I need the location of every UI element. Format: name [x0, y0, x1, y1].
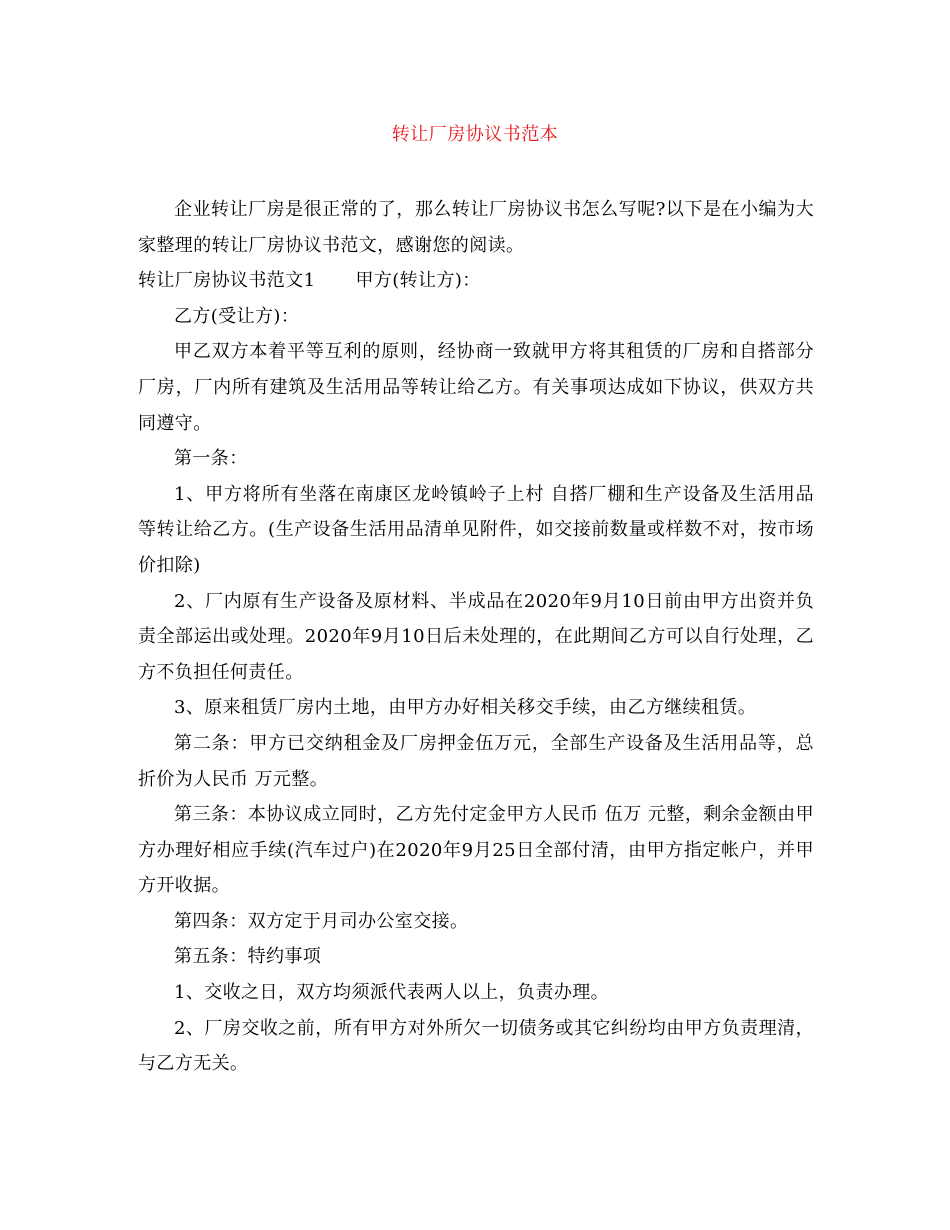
article-5-item-1: 1、交收之日，双方均须派代表两人以上，负责办理。	[174, 982, 610, 1004]
intro-paragraph: 企业转让厂房是很正常的了，那么转让厂房协议书怎么写呢?以下是在小编为大家整理的转让厂房协议书范文，感谢您的阅读。	[138, 199, 814, 256]
preamble-paragraph: 甲乙双方本着平等互利的原则，经协商一致就甲方将其租赁的厂房和自搭部分厂房，厂内所有建筑及生活用品等转让给乙方。有关事项达成如下协议，供双方共同遵守。	[138, 341, 814, 434]
article-1-item-3: 3、原来租赁厂房内土地，由甲方办好相关移交手续，由乙方继续租赁。	[174, 697, 757, 719]
sample-heading-line	[138, 263, 814, 299]
article-1-item-2: 2、厂内原有生产设备及原材料、半成品在2020年9月10日前由甲方出资并负责全部运出或处理。2020年9月10日后未处理的，在此期间乙方可以自行处理，乙方不负担任何责任。	[138, 590, 814, 683]
party-b-label: 乙方(受让方)：	[174, 305, 300, 327]
article-3-paragraph: 第三条：本协议成立同时，乙方先付定金甲方人民币 伍万 元整，剩余金额由甲方办理好相应手续(汽车过户)在2020年9月25日全部付清，由甲方指定帐户，并甲方开收据。	[138, 804, 814, 897]
article-4-paragraph: 第四条：双方定于月司办公室交接。	[174, 910, 469, 932]
article-1-item-1: 1、甲方将所有坐落在南康区龙岭镇岭子上村 自搭厂棚和生产设备及生活用品等转让给乙方。(生产设备生活用品清单见附件，如交接前数量或样数不对，按市场价扣除)	[138, 483, 814, 576]
article-1-heading: 第一条：	[174, 448, 248, 470]
article-5-heading: 第五条：特约事项	[174, 946, 322, 968]
document-title: 转让厂房协议书范本	[391, 124, 559, 145]
article-5-item-2: 2、厂房交收之前，所有甲方对外所欠一切债务或其它纠纷均由甲方负责理清，与乙方无关。	[138, 1017, 814, 1075]
article-2-paragraph: 第二条：甲方已交纳租金及厂房押金伍万元，全部生产设备及生活用品等，总折价为人民币 万元整。	[138, 732, 814, 790]
document-body	[138, 192, 814, 1082]
party-a-label: 甲方(转让方)：	[355, 270, 481, 292]
sample-heading: 转让厂房协议书范文1	[138, 270, 316, 292]
